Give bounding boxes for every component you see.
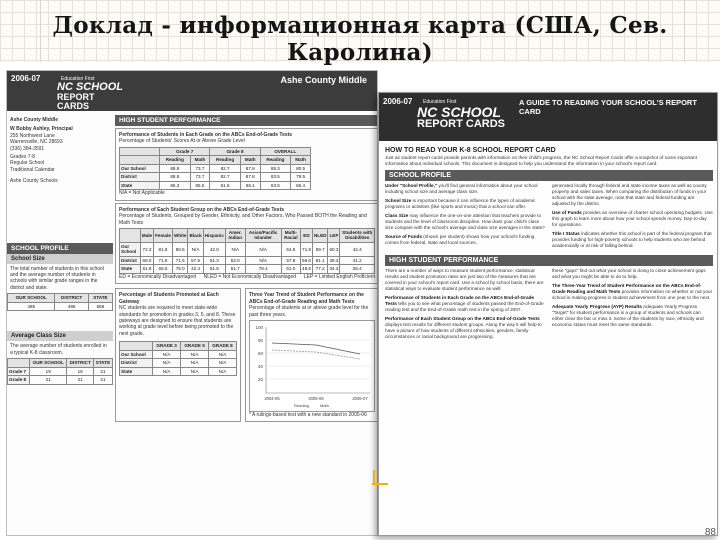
accent-mark [373, 470, 375, 484]
y-tick: 60 [257, 350, 263, 356]
trend-footnote: * A rulings-based test with a new standard in 2005-06 [249, 411, 367, 418]
school-profile-bar: SCHOOL PROFILE [7, 243, 113, 254]
school-size-heading: School Size [7, 254, 113, 264]
how-to-text: Just as student report cards provide parents with information on their child's progress, the NC School Report Cards offer a snapshot of some important information about individual schools. This document is designed to help you understand the information in your school's report card. [385, 155, 697, 166]
perf-each-grade-section: Performance of Students in Each Grade on the ABCs End-of-Grade Tests Percentage of Students' Scores At or Above Grade Level Grade 7 Grade 8 OVERALL Reading Math Reading Math Reading Math Our School 88.8 73.7 82.7 87.8 85.3 80.5 District 88.8 73.7 82.7 87.8 83.5 79.5 State 86.3 65.5 61.6 66.1 63.5 66.4 N/A = Not Applicable [115, 128, 378, 201]
trend-chart-svg [250, 321, 374, 411]
y-tick: 100 [255, 324, 263, 330]
y-tick: 20 [257, 376, 263, 382]
promoted-table: GRADE 3 GRADE 5 GRADE 8 Our School N/A N/A N/A District N/A N/A N/A State N/A N/A N/A [119, 341, 237, 376]
table-row: District 88.8 73.7 82.7 87.8 83.5 79.5 [120, 173, 311, 182]
reading-line [272, 343, 360, 354]
high-student-performance-bar: HIGH STUDENT PERFORMANCE [385, 255, 713, 266]
performance-column [115, 115, 378, 424]
school-profile-bar: SCHOOL PROFILE [385, 170, 713, 181]
school-size-table: OUR SCHOOL DISTRICT STATE 495 495 666 [7, 293, 113, 311]
header-school-name: Ashe County Middle [280, 75, 367, 85]
school-size-text: The total number of students in this school and the average number of students in schools with similar grade ranges in the district and state. [10, 265, 104, 291]
page-number: 88 [704, 527, 716, 538]
profile-columns [385, 183, 713, 252]
class-size-heading: Average Class Size [7, 331, 113, 341]
x-tick: 2006-07 [352, 395, 368, 401]
legend-math: Math [320, 402, 329, 408]
table-row: State 61.8 65.5 75.0 42.4 51.5 51.7 78.4 61.0 48.5 77.2 34.3 26.4 [120, 265, 375, 274]
guide-page [378, 92, 718, 536]
perf-groups-table: Male Female White Black Hispanic Amer. Indian Asian/Pacific Islander Multi-Racial ED NLED LEP Students with Disabilities Our School 72.3 81.8 80.5 N/A 42.0 N/A N/A 54.5 71.8 89.7 60.3 42.4 District 68.0 71.8 71.5 57.5 51.3 52.0 N/A 57.8 58.6 81.1 39.3 41.2 State 61.8 65.5 75.0 42.4 51.5 51.7 78.4 61.0 48.5 77.2 34.3 26.4 [119, 228, 375, 274]
school-info-column [7, 115, 113, 385]
school-info-block: Ashe County Middle W Bobby Ashley, Principal 255 Northwest Lane Warrensville, NC 28693 (336) 384-3591 Grades 7-8 Regular School Traditional Calendar Ashe County Schools [10, 117, 73, 185]
table-row: State 86.3 65.5 61.6 66.1 63.5 66.4 [120, 181, 311, 190]
trend-section: Three Year Trend of Student Performance on the ABCs End-of-Grade Reading and Math Tests Percentage of students at or above grade level for the past three years. 100 80 60 40 20 2004-05 2005-06 2006-07 Reading Math * A rulings-based test with a new standard in 2005-06 [245, 288, 378, 422]
legend-reading: Reading [294, 402, 309, 408]
guide-tagline: A GUIDE TO READING YOUR SCHOOL'S REPORT CARD [519, 98, 697, 116]
hsp-columns [385, 268, 713, 343]
x-tick: 2005-06 [308, 395, 324, 401]
class-size-text: The average number of students enrolled in a typical K-8 classroom. [10, 343, 107, 356]
guide-body [385, 145, 713, 343]
class-size-table: OUR SCHOOL DISTRICT STATE Grade 7 19 19 21 Grade 8 21 21 21 [7, 358, 113, 385]
perf-groups-section: Performance of Each Student Group on the ABCs End-of-Grade Tests Percentage of Students, Grouped by Gender, Ethnicity, and Other Factors, Who Passed BOTH the Reading and Math Tests Male Female White Black Hispanic Amer. Indian Asian/Pacific Islander Multi-Racial ED NLED LEP Students with Disabilities Our School 72.3 81.8 80.5 N/A 42.0 N/A N/A 54.5 71.8 89.7 60.3 42.4 District 68.0 71.8 71.5 57.5 51.3 52.0 N/A 57.8 58.6 81.1 39.3 41.2 State 61.8 65.5 75.0 42.4 51.5 51.7 78.4 61.0 48.5 77.2 34.3 26.4 ED = Economically Disadvantaged NLED = Not Economically Disadvantaged LEP = Limited English Proficient [115, 203, 378, 285]
table-row: District N/A N/A N/A [120, 359, 237, 368]
guide-year: 2006-07 [383, 97, 413, 106]
table-row: Our School 72.3 81.8 80.5 N/A 42.0 N/A N/A 54.5 71.8 89.7 60.3 42.4 [120, 242, 375, 256]
x-tick: 2004-05 [264, 395, 280, 401]
slide-title: Доклад - информационная карта (США, Сев. Каролина) [52, 12, 668, 66]
accent-mark [372, 483, 388, 485]
guide-header [379, 93, 717, 141]
nc-school-report-cards-logo: Education First NC SCHOOL REPORT CARDS [57, 76, 123, 111]
perf-groups-legend: ED = Economically Disadvantaged NLED = Not Economically Disadvantaged LEP = Limited English Proficient [119, 273, 375, 280]
hsp-col-right: these "gaps" find out what your school is doing to close achievement gaps and what you might be able to do to help. The Three-Year Trend of Student Performance on the ABCs End-of-Grade Reading and Math Tests provides information on whether or not your school is making progress in student achievement from one year to the next. Adequate Yearly Progress (AYP) Results Adequate Yearly Progress "Target" for student performance is a group of students and schools can either clear the bar or miss it. Some of the students by race, ethnicity and economic status must meet the same standards. [552, 268, 713, 327]
bottom-sections [115, 286, 378, 424]
how-to-heading: HOW TO READ YOUR K-8 SCHOOL REPORT CARD [385, 147, 556, 154]
y-tick: 40 [257, 363, 263, 369]
report-year: 2006-07 [11, 74, 41, 83]
high-student-performance-bar: HIGH STUDENT PERFORMANCE [115, 115, 378, 126]
profile-col-right: generated locally through federal and state income taxes as well as county property and sales taxes. When comparing the distribution of funds in your school with the state average, note that state and federal funding are adjusted by the district. Use of Funds provides an overview of charter school operating budgets. Use this graph to learn more about how your school spends money. Day-to-day for operations. Title I Status indicates whether this school is part of the federal program that provides funding for high-poverty schools to help students who are behind academically or at risk of falling behind. [552, 183, 713, 248]
y-tick: 80 [257, 337, 263, 343]
table-row: Grade 8 21 21 21 [8, 376, 113, 385]
table-row: Grade 7 19 19 21 [8, 367, 113, 376]
table-row: Our School 88.8 73.7 82.7 87.8 85.3 80.5 [120, 164, 311, 173]
perf-each-grade-table: Grade 7 Grade 8 OVERALL Reading Math Reading Math Reading Math Our School 88.8 73.7 82.7 87.8 85.3 80.5 District 88.8 73.7 82.7 87.8 83.5 79.5 State 86.3 65.5 61.6 66.1 63.5 66.4 [119, 147, 311, 191]
report-card-page [6, 70, 378, 536]
promoted-section: Percentage of Students Promoted at Each Gateway NC students are required to meet state-wide standards for promotion in grades 3, 5, and 8. These gateways are designed to ensure that students are working at grade level before being promoted to the next grade. GRADE 3 GRADE 5 GRADE 8 Our School N/A N/A N/A District N/A N/A N/A State N/A N/A N/A [115, 288, 241, 422]
nc-school-report-cards-logo: Education First NC SCHOOL REPORT CARDS [417, 99, 506, 130]
profile-col-left: Under "School Profile," you'll find general information about your school including school size and average class size. School Size is important because it can influence the types of academic programs or activities (like sports and music) that a school can offer. Class Size may influence the one-on-one attention that teachers provide to students and the level of classroom discipline. How does your child's class size compare with the school's average and class size averages in the state? Source of Funds (shown per student) shows how your school's funding comes from federal, state and local sources. [385, 183, 545, 245]
table-row: State N/A N/A N/A [120, 367, 237, 376]
table-row: District 68.0 71.8 71.5 57.5 51.3 52.0 N/A 57.8 58.6 81.1 39.3 41.2 [120, 256, 375, 265]
trend-chart [249, 320, 375, 412]
table-row: Our School N/A N/A N/A [120, 350, 237, 359]
report-card-header [7, 71, 377, 111]
hsp-col-left: There are a number of ways to measure student performance: statistical results and student promotion rates are just two of the measures that are covered in your school's report card. Use a school by school basis, there are statistical ways to evaluate student performance as well. Performance of Students in Each Grade on the ABCs End-of-Grade Tests tells you to see what percentage of students passed the End-of-Grade reading test and the End-of-Grade math test in the spring of 2007. Performance of Each Student Group on the ABCs End-of-Grade Tests displays test results for different student groups. Along the way it will help to have a picture of how students of different ethnicities, genders, family circumstances or racial background are progressing. [385, 268, 544, 339]
